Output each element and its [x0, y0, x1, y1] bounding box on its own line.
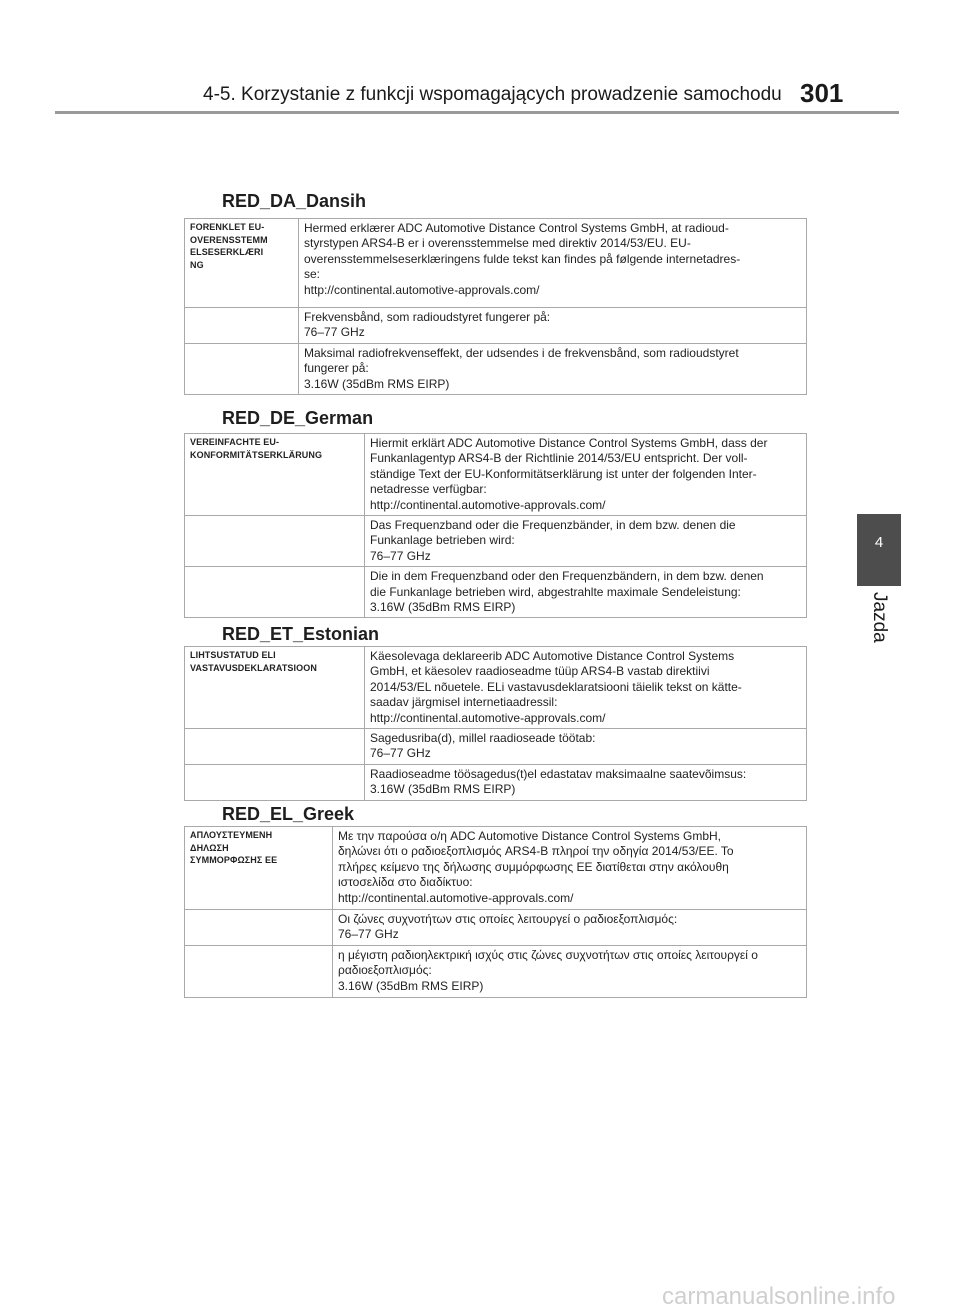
- declaration-label-cell: [185, 647, 365, 729]
- power-cell: [299, 343, 807, 394]
- text-line: Käesolevaga deklareerib ADC Automotive Distance Control Systems: [370, 649, 735, 663]
- declaration-table-german: [184, 433, 807, 618]
- text-line: 76–77 GHz: [304, 325, 365, 340]
- table-row: [185, 827, 807, 910]
- text-line: η μέγιστη ραδιοηλεκτρική ισχύς στις ζώνες συχνοτήτων στις οποίες λειτουργεί ο: [338, 947, 758, 962]
- text-line: overensstemmelseserklæringens fulde tekst kan findes på følgende internetadres-: [304, 251, 741, 266]
- table-row: [185, 647, 807, 729]
- table-row: [185, 729, 807, 765]
- label-line: OVERENSSTEMM: [190, 234, 268, 245]
- text-line: 76–77 GHz: [370, 746, 431, 761]
- table-row: [185, 764, 807, 800]
- chapter-label-container: [864, 592, 894, 652]
- text-line: se:: [304, 267, 321, 282]
- text-line: Raadioseadme töösagedus(t)el edastatav maksimaalne saatevõimsus:: [370, 766, 747, 781]
- section-title-danish: RED_DA_Dansih: [222, 191, 367, 211]
- text-line: Hiermit erklärt ADC Automotive Distance Control Systems GmbH, dass der: [370, 436, 768, 450]
- empty-cell: [185, 516, 365, 567]
- text-line: Frekvensbånd, som radioudstyret fungerer på:: [304, 310, 551, 324]
- declaration-text-cell: [333, 827, 807, 910]
- empty-cell: [185, 945, 333, 997]
- table-row: [185, 516, 807, 567]
- declaration-table-danish: [184, 218, 807, 395]
- label-line: NG: [190, 259, 204, 270]
- label-line: ΔΗΛΩΣΗ: [190, 842, 229, 853]
- page-number: 301: [800, 78, 844, 108]
- text-line: Sagedusriba(d), millel raadioseade töötab:: [370, 731, 596, 746]
- text-line: Funkanlage betrieben wird:: [370, 533, 515, 548]
- page-header-title: 4-5. Korzystanie z funkcji wspomagających prowadzenie samochodu: [203, 84, 782, 105]
- declaration-label-cell: [185, 434, 365, 516]
- url-line: http://continental.automotive-approvals.com/: [304, 282, 540, 297]
- table-row: [185, 567, 807, 618]
- table-row: [185, 910, 807, 946]
- text-line: saadav järgmisel internetiaadressil:: [370, 695, 558, 710]
- text-line: 3.16W (35dBm RMS EIRP): [370, 782, 516, 797]
- declaration-label-cell: [185, 219, 299, 308]
- chapter-number: 4: [874, 534, 884, 551]
- section-title-estonian: RED_ET_Estonian: [222, 624, 380, 644]
- header-divider: [55, 111, 899, 114]
- declaration-label-cell: [185, 827, 333, 910]
- declaration-table-estonian: [184, 646, 807, 801]
- text-line: Οι ζώνες συχνοτήτων στις οποίες λειτουργεί ο ραδιοεξοπλισμός:: [338, 912, 678, 926]
- watermark: carmanualsonline.info: [662, 1283, 896, 1310]
- label-line: ELSESERKLÆRI: [190, 247, 264, 257]
- declaration-text-cell: [365, 434, 807, 516]
- label-line: FORENKLET EU-: [190, 222, 265, 232]
- empty-cell: [185, 308, 299, 344]
- text-line: 76–77 GHz: [370, 548, 431, 563]
- power-cell: [333, 945, 807, 997]
- text-line: Das Frequenzband oder die Frequenzbänder, in dem bzw. denen die: [370, 518, 736, 533]
- text-line: die Funkanlage betrieben wird, abgestrahlte maximale Sendeleistung:: [370, 584, 741, 599]
- text-line: δηλώνει ότι ο ραδιοεξοπλισμός ARS4-B πληροί την οδηγία 2014/53/ΕΕ. Το: [338, 844, 734, 859]
- declaration-text-cell: [365, 647, 807, 729]
- text-line: Funkanlagentyp ARS4-B der Richtlinie 2014/53/EU entspricht. Der voll-: [370, 451, 748, 466]
- text-line: πλήρες κείμενο της δήλωσης συμμόρφωσης ΕΕ διατίθεται στην ακόλουθη: [338, 859, 729, 874]
- label-line: KONFORMITÄTSERKLÄRUNG: [190, 449, 323, 460]
- text-line: Die in dem Frequenzband oder den Frequenzbändern, in dem bzw. denen: [370, 569, 764, 584]
- url-line: http://continental.automotive-approvals.com/: [338, 890, 574, 905]
- text-line: 2014/53/EL nõuetele. ELi vastavusdeklaratsiooni täielik tekst on kätte-: [370, 679, 742, 694]
- table-row: [185, 219, 807, 308]
- section-title-greek: RED_EL_Greek: [222, 804, 355, 824]
- empty-cell: [185, 729, 365, 765]
- label-line: VEREINFACHTE EU-: [190, 437, 280, 447]
- text-line: 3.16W (35dBm RMS EIRP): [338, 978, 484, 993]
- text-line: GmbH, et käesolev raadioseadme tüüp ARS4-B vastab direktiivi: [370, 664, 710, 679]
- frequency-cell: [333, 910, 807, 946]
- text-line: ιστοσελίδα στο διαδίκτυο:: [338, 875, 473, 890]
- declaration-text-cell: [299, 219, 807, 308]
- text-line: ραδιοεξοπλισμός:: [338, 963, 432, 978]
- frequency-cell: [365, 729, 807, 765]
- table-row: [185, 434, 807, 516]
- declaration-table-greek: [184, 826, 807, 998]
- label-line: VASTAVUSDEKLARATSIOON: [190, 662, 317, 673]
- text-line: 3.16W (35dBm RMS EIRP): [370, 600, 516, 615]
- chapter-label: Jazda: [869, 592, 890, 643]
- table-row: [185, 945, 807, 997]
- frequency-cell: [299, 308, 807, 344]
- text-line: 3.16W (35dBm RMS EIRP): [304, 376, 450, 391]
- text-line: ständige Text der EU-Konformitätserklärung ist unter der folgenden Inter-: [370, 466, 757, 481]
- empty-cell: [185, 764, 365, 800]
- chapter-tab: [857, 514, 901, 586]
- table-row: [185, 343, 807, 394]
- frequency-cell: [365, 516, 807, 567]
- section-title-german: RED_DE_German: [222, 408, 374, 428]
- empty-cell: [185, 567, 365, 618]
- text-line: Με την παρούσα ο/η ADC Automotive Distance Control Systems GmbH,: [338, 829, 721, 843]
- power-cell: [365, 764, 807, 800]
- text-line: Hermed erklærer ADC Automotive Distance Control Systems GmbH, at radioud-: [304, 221, 729, 235]
- power-cell: [365, 567, 807, 618]
- url-line: http://continental.automotive-approvals.com/: [370, 497, 606, 512]
- empty-cell: [185, 343, 299, 394]
- text-line: Maksimal radiofrekvenseffekt, der udsendes i de frekvensbånd, som radioudstyret: [304, 345, 739, 360]
- table-row: [185, 308, 807, 344]
- label-line: LIHTSUSTATUD ELI: [190, 650, 276, 660]
- url-line: http://continental.automotive-approvals.com/: [370, 710, 606, 725]
- label-line: ΣΥΜΜΟΡΦΩΣΗΣ ΕΕ: [190, 855, 278, 865]
- text-line: fungerer på:: [304, 361, 369, 376]
- label-line: ΑΠΛΟΥΣΤΕΥΜΕΝΗ: [190, 830, 273, 840]
- text-line: 76–77 GHz: [338, 927, 399, 942]
- text-line: netadresse verfügbar:: [370, 482, 487, 497]
- empty-cell: [185, 910, 333, 946]
- text-line: styrstypen ARS4-B er i overensstemmelse med direktiv 2014/53/EU. EU-: [304, 236, 691, 251]
